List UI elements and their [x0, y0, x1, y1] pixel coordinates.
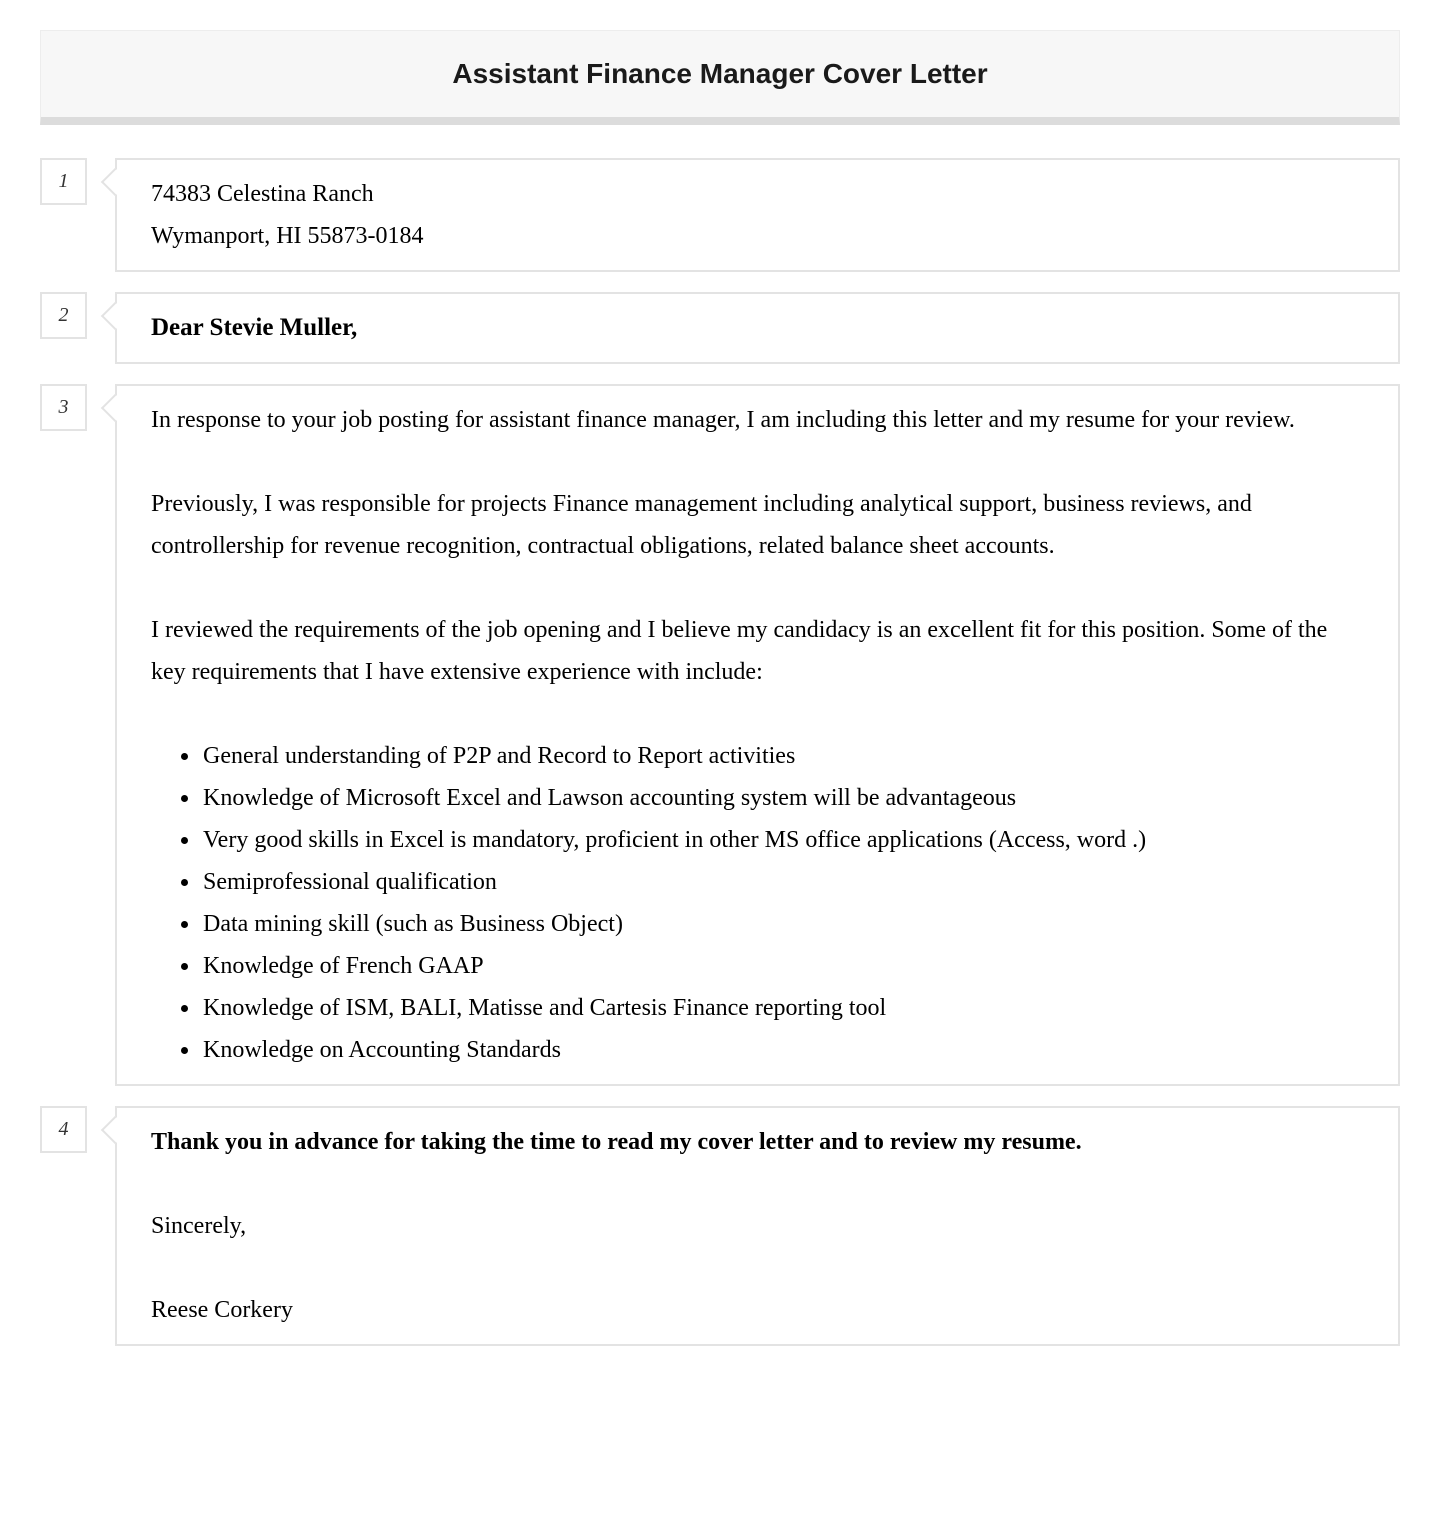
closing-box — [115, 1106, 1400, 1346]
signature-name: Reese Corkery — [151, 1297, 293, 1323]
section-1-number-badge — [40, 158, 87, 205]
list-item: • Very good skills in Excel is mandatory, proficient in other MS office applications (Access, word .) — [201, 819, 1364, 861]
closing-statement: Thank you in advance for taking the time to read my cover letter and to review my resume. — [151, 1129, 1082, 1155]
section-number: 1 — [58, 170, 69, 192]
section-closing — [0, 1106, 1400, 1346]
page-header — [40, 30, 1400, 125]
address-line-1: 74383 Celestina Ranch — [151, 181, 374, 207]
section-3-number-badge — [40, 384, 87, 431]
section-salutation — [0, 292, 1400, 364]
salutation-text: Dear Stevie Muller, — [151, 314, 358, 341]
section-address — [0, 158, 1400, 272]
list-item: • Knowledge of ISM, BALI, Matisse and Cartesis Finance reporting tool — [201, 987, 1364, 1029]
body-paragraph-2: Previously, I was responsible for projects Finance management including analytical support, business reviews, and controllership for revenue recognition, contractual obligations, related balance sheet accounts. — [151, 491, 1252, 559]
list-item: • General understanding of P2P and Record to Report activities — [201, 735, 1364, 777]
list-item: • Data mining skill (such as Business Object) — [201, 903, 1364, 945]
section-number: 3 — [58, 396, 69, 418]
body-box — [115, 384, 1400, 1086]
section-body — [0, 384, 1400, 1086]
list-item: • Semiprofessional qualification — [201, 861, 1364, 903]
valediction: Sincerely, — [151, 1213, 247, 1239]
body-paragraph-3: I reviewed the requirements of the job opening and I believe my candidacy is an excellent fit for this position. Some of the key requirements that I have extensive experience with include: — [151, 617, 1328, 685]
salutation-box — [115, 292, 1400, 364]
address-line-2: Wymanport, HI 55873-0184 — [151, 223, 424, 249]
section-4-number-badge — [40, 1106, 87, 1153]
address-box — [115, 158, 1400, 272]
list-item: • Knowledge on Accounting Standards — [201, 1029, 1364, 1071]
body-paragraph-1: In response to your job posting for assistant finance manager, I am including this letter and my resume for your review. — [151, 407, 1295, 433]
requirements-list — [151, 735, 1364, 1071]
list-item: • Knowledge of French GAAP — [201, 945, 1364, 987]
section-number: 4 — [58, 1118, 69, 1140]
list-item: • Knowledge of Microsoft Excel and Lawson accounting system will be advantageous — [201, 777, 1364, 819]
page-title: Assistant Finance Manager Cover Letter — [452, 58, 988, 89]
section-number: 2 — [58, 304, 69, 326]
section-2-number-badge — [40, 292, 87, 339]
